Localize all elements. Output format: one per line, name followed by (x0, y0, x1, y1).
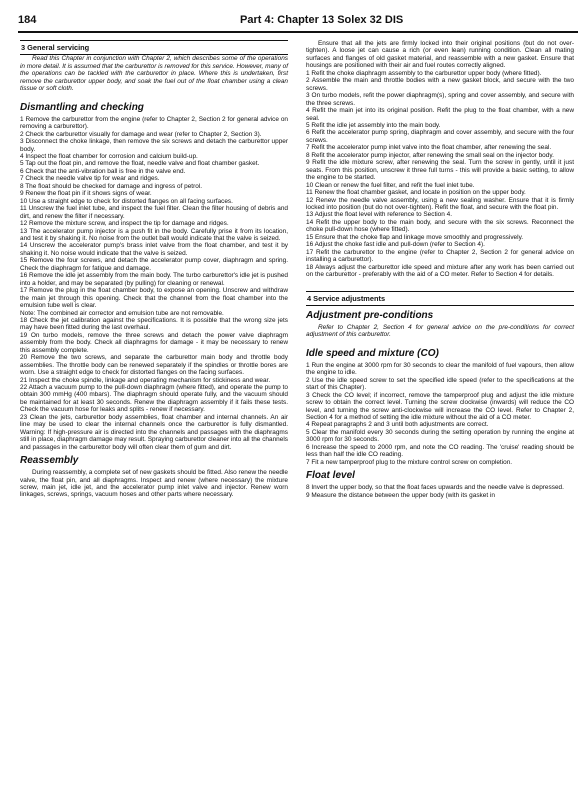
paragraph: 22 Attach a vacuum pump to the pull-down diaphragm (where fitted), and operate the pump to obtain 300 mmHg (400 mbars). The diaphragm should operate fully, and the vacuum should be maintained for at least 30 seconds. Renew the diaphragm assembly if it fails these tests. Check the vacuum hose for leaks and splits - renew if necessary. (20, 384, 288, 414)
paragraph: 14 Unscrew the accelerator pump's brass inlet valve from the float chamber, and test it by shaking it. No noise would indicate that the valve is seized. (20, 242, 288, 257)
paragraph: 8 The float should be checked for damage and ingress of petrol. (20, 182, 203, 190)
paragraph: 15 Ensure that the choke flap and linkage move smoothly and progressively. (306, 233, 524, 241)
paragraph: 1 Refit the choke diaphragm assembly to the carburettor upper body (where fitted). (306, 69, 542, 77)
paragraph: 1 Run the engine at 3000 rpm for 30 seconds to clear the manifold of fuel vapours, then allow the engine to idle. (306, 361, 574, 377)
section-heading: 3 General servicing (20, 40, 288, 55)
paragraph: 17 Refit the carburettor to the engine (refer to Chapter 2, Section 2 for general advice on installing a carburettor). (306, 248, 574, 264)
paragraph: 5 Tap out the float pin, and remove the float, needle valve and float chamber gasket. (20, 160, 260, 168)
paragraph: 2 Check the carburettor visually for damage and wear (refer to Chapter 2, Section 3). (20, 130, 262, 138)
paragraph: 6 Increase the speed to 2000 rpm, and note the CO reading. The 'cruise' reading should be less than half the idle CO reading. (306, 443, 574, 459)
paragraph: 11 Unscrew the fuel inlet tube, and inspect the fuel filter. Clean the filter housing of debris and dirt, and renew the filter if necessary. (20, 205, 288, 220)
paragraph: 23 Clean the jets, carburettor body assemblies, float chamber and internal channels. An air line may be used to clear the internal channels once the carburettor is fully dismantled. Warning: If high-pressure air is directed into the channels and passages with the diaphragms still in place, diaphragm damage may result. Spraying carburettor cleaner into all the channels and passages in the carburettor body will often clear them of gum and dirt. (20, 413, 288, 451)
paragraph: 4 Repeat paragraphs 2 and 3 until both adjustments are correct. (306, 421, 489, 429)
paragraph: 9 Measure the distance between the upper body (with its gasket in (306, 491, 495, 499)
paragraph: 5 Refit the idle jet assembly into the main body. (306, 121, 441, 129)
paragraph: 6 Refit the accelerator pump spring, diaphragm and cover assembly, and secure with the four screws. (306, 129, 574, 144)
paragraph: 8 Invert the upper body, so that the float faces upwards and the needle valve is depressed. (306, 484, 564, 492)
subheading: Idle speed and mixture (CO) (306, 347, 439, 359)
section-heading: 4 Service adjustments (306, 291, 574, 306)
paragraph: 3 Check the CO level; if incorrect, remove the tamperproof plug and adjust the idle mixture screw to obtain the correct level. Turning the screw clockwise (inwards) will reduce the CO level, and turning the screw anti-clockwise will increase the CO level. Refer to Chapter 2, Section 4 for a method of setting the idle mixture without the aid of a CO meter. (306, 391, 574, 422)
subheading: Adjustment pre-conditions (306, 309, 434, 321)
right-column (306, 40, 574, 499)
paragraph: 7 Refit the accelerator pump inlet valve into the float chamber, after renewing the seal. (306, 144, 552, 152)
paragraph: 13 The accelerator pump injector is a push fit in the body. Carefully prise it from its location, and test it by shaking it. No noise from the outlet ball would indicate that the valve is seized. (20, 227, 288, 242)
paragraph: 7 Fit a new tamperproof plug to the mixture control screw on completion. (306, 458, 513, 466)
subheading: Dismantling and checking (20, 101, 144, 113)
page-header (18, 14, 578, 30)
paragraph: 19 On turbo models, remove the three screws and detach the power valve diaphragm assembly from the body. Check all diaphragms for damage - it may be necessary to renew this assembly complete. (20, 331, 288, 354)
paragraph: 16 Remove the idle jet assembly from the main body. The turbo carburettor's idle jet is pushed into a holder, and may be separated (by pulling) for cleaning or renewal. (20, 272, 288, 287)
paragraph: Ensure that all the jets are firmly locked into their original positions (but do not over-tighten). A loose jet can cause a rich (or even lean) running condition. Clean all mating surfaces and flanges of old gasket material, and reassemble with a new gasket. Ensure that housings are positioned with their air and fuel routes correctly aligned. (306, 40, 574, 70)
paragraph: 10 Use a straight edge to check for distorted flanges on all facing surfaces. (20, 197, 233, 205)
paragraph: 16 Adjust the choke fast idle and pull-down (refer to Section 4). (306, 241, 485, 249)
paragraph: 18 Check the jet calibration against the specifications. It is possible that the wrong size jets may have been fitted during the last overhaul. (20, 316, 288, 332)
note: Note: The combined air corrector and emulsion tube are not removable. (20, 309, 224, 317)
paragraph: 6 Check that the anti-vibration ball is free in the valve end. (20, 167, 186, 175)
paragraph: 21 Inspect the choke spindle, linkage and operating mechanism for stickiness and wear. (20, 376, 271, 384)
intro-paragraph: Read this Chapter in conjunction with Chapter 2, which describes some of the operations in more detail. It is assumed that the carburettor is removed for this service. However, many of the operations can be tackled with the carburettor in place. Where this is undertaken, first remove the carburettor upper body, and soak the fuel out of the float chamber using a clean tissue or soft cloth. (20, 55, 288, 93)
paragraph: 8 Refit the accelerator pump injector, after renewing the small seal on the injector body. (306, 151, 554, 159)
paragraph: 12 Renew the needle valve assembly, using a new sealing washer. Ensure that it is firmly locked into position (but do not over-tighten). Refit the float, and secure with the float pin. (306, 196, 574, 211)
page-number: 184 (18, 14, 37, 26)
paragraph: 14 Refit the upper body to the main body, and secure with the six screws. Reconnect the choke pull-down hose (where fitted). (306, 218, 574, 234)
paragraph: 13 Adjust the float level with reference to Section 4. (306, 211, 453, 219)
chapter-title: Part 4: Chapter 13 Solex 32 DIS (240, 14, 404, 26)
paragraph: 9 Refit the idle mixture screw, after renewing the seal. Turn the screw in gently, until it just seats. From this position, unscrew it three full turns - this will provide a basic setting, to allow the engine to be started. (306, 159, 574, 182)
paragraph: 15 Remove the four screws, and detach the accelerator pump cover, diaphragm and spring. Check the diaphragm for fatigue and damage. (20, 257, 288, 272)
paragraph: During reassembly, a complete set of new gaskets should be fitted. Also renew the needle valve, the float pin, and all diaphragms. Inspect and renew (where necessary) the mixture screw, main jet, idle jet, and the accelerator pump inlet valve and injector. Renew worn linkages, screws, springs, vacuum hoses and other parts where necessary. (20, 469, 288, 499)
subheading: Reassembly (20, 455, 79, 467)
paragraph: 10 Clean or renew the fuel filter, and refit the fuel inlet tube. (306, 181, 475, 189)
paragraph: 2 Assemble the main and throttle bodies with a new gasket block, and secure with the two screws. (306, 77, 574, 92)
paragraph: 12 Remove the mixture screw, and inspect the tip for damage and ridges. (20, 220, 229, 228)
paragraph: 7 Check the needle valve tip for wear and ridges. (20, 175, 160, 183)
paragraph: 2 Use the idle speed screw to set the specified idle speed (refer to the specifications at the start of this Chapter). (306, 376, 574, 392)
intro-paragraph: Refer to Chapter 2, Section 4 for general advice on the pre-conditions for correct adjustment of this carburettor. (306, 323, 574, 339)
paragraph: 17 Remove the plug in the float chamber body, to expose an opening. Unscrew and withdraw the main jet through this opening. Check that the channel from the float chamber into the emulsion tube well is clear. (20, 287, 288, 310)
paragraph: 18 Always adjust the carburettor idle speed and mixture after any work has been carried out on the carburettor - preferably with the aid of a CO meter. Refer to Section 4 for details. (306, 263, 574, 279)
paragraph: 9 Renew the float pin if it shows signs of wear. (20, 190, 152, 198)
paragraph: 4 Inspect the float chamber for corrosion and calcium build-up. (20, 152, 198, 160)
paragraph (306, 279, 574, 291)
paragraph: 11 Renew the float chamber gasket, and locate in position on the upper body. (306, 189, 526, 197)
paragraph: 3 Disconnect the choke linkage, then remove the six screws and detach the carburettor upper body. (20, 138, 288, 153)
header-rule (18, 31, 578, 33)
paragraph: 3 On turbo models, refit the power diaphragm(s), spring and cover assembly, and secure with the three screws. (306, 92, 574, 107)
paragraph: 1 Remove the carburettor from the engine (refer to Chapter 2, Section 2 for general advice on removing a carburettor). (20, 115, 288, 131)
paragraph: 5 Clear the manifold every 30 seconds during the setting operation by running the engine at 3000 rpm for 30 seconds. (306, 428, 574, 444)
subheading: Float level (306, 470, 355, 482)
paragraph: 20 Remove the two screws, and separate the carburettor main body and throttle body assemblies. The throttle body can be renewed separately if the spindles or throttle bores are worn. Use a straight edge to check for distorted flanges on the facing surfaces. (20, 354, 288, 377)
paragraph: 4 Refit the main jet into its original position. Refit the plug to the float chamber, with a new seal. (306, 107, 574, 122)
left-column (20, 40, 288, 499)
